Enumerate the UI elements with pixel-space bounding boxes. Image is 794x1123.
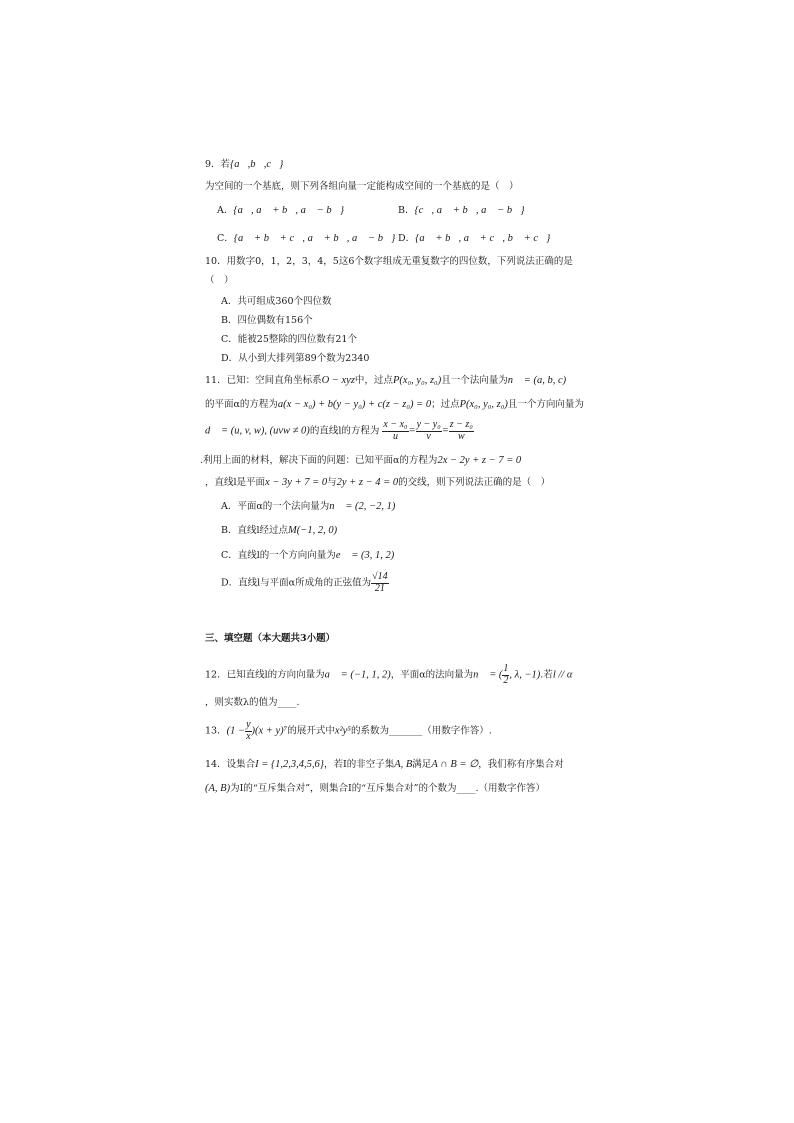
q11-math-6: d⃗ = (u, v, w), (uvw ≠ 0) — [205, 425, 310, 437]
q9-line2: 为空间的一个基底，则下列各组向量一定能构成空间的一个基底的是（ ） — [205, 181, 519, 192]
q9-option-d — [398, 232, 550, 245]
q11-option-c — [221, 549, 394, 562]
q10-option-b: B．四位偶数有156个 — [221, 315, 313, 326]
q11-text-1: 11．已知：空间直角坐标系 — [205, 375, 322, 386]
q11-option-c-math: e⃗ = (3, 1, 2) — [335, 550, 395, 561]
q11-fraction-y-den: v — [426, 430, 431, 442]
q11-equals-2: = — [441, 425, 449, 437]
q11-fraction-x — [382, 420, 408, 442]
q11-math-10: 2y + z − 4 = 0 — [336, 477, 399, 488]
q14-math-4: (A, B) — [205, 783, 231, 794]
q12-text-3: .若 — [540, 669, 553, 681]
q14-line2 — [205, 782, 545, 795]
q12-math-3: l // α — [552, 669, 573, 681]
q13-fraction-num: y — [246, 719, 251, 730]
q11-equals-1: = — [408, 425, 416, 437]
q12-fraction-num: 1 — [503, 663, 509, 674]
q11-line5 — [205, 476, 550, 489]
q11-option-a-math: n⃗ = (2, −2, 1) — [329, 501, 396, 512]
q10-paren: （ ） — [205, 275, 234, 286]
section-3-heading: 三、填空题（本大题共3小题） — [205, 633, 336, 644]
q11-line2 — [205, 398, 584, 411]
q12-answer-blank[interactable]: ____ — [277, 697, 297, 708]
q11-option-b — [221, 524, 337, 537]
q9-option-c — [217, 232, 395, 245]
q9-option-c-label: C． — [217, 233, 234, 244]
q10-option-a: A．共可组成360个四位数 — [221, 296, 332, 307]
q14-math-3: A ∩ B = ∅ — [431, 759, 479, 770]
q14-math-2: A, B — [394, 759, 413, 770]
q9-option-b-label: B． — [398, 205, 415, 216]
q13-math-1a: (1 − — [226, 725, 246, 737]
q9-option-a-label: A． — [217, 205, 234, 216]
q9-option-d-set: {a⃗ + b⃗, a⃗ + c⃗, b⃗ + c⃗} — [415, 233, 551, 244]
q11-option-d-text: D．直线l与平面α所成角的正弦值为 — [221, 577, 372, 589]
q10-stem: 10．用数字0，1，2，3，4，5这6个数字组成无重复数字的四位数，下列说法正确的是 — [205, 256, 573, 267]
q12-math-1: a⃗ = (−1, 1, 2) — [324, 669, 391, 681]
q9-stem — [205, 158, 283, 171]
q11-text-9: ，直线l是平面 — [205, 477, 266, 488]
q9-stem-set: {a⃗,b⃗,c⃗} — [230, 159, 284, 170]
q11-math-5: P(x₀, y₀, z₀) — [459, 399, 508, 410]
q9-option-a — [217, 204, 344, 217]
q11-line3 — [205, 420, 474, 442]
q11-option-d-fraction — [371, 572, 389, 594]
q11-text-7: 的直线l的方程为 — [309, 425, 380, 437]
q13-math-1b: )(x + y)⁷ — [251, 725, 288, 737]
q11-math-1: O − xyz — [321, 375, 355, 386]
q11-fraction-y — [416, 420, 442, 442]
q12-text-4: ，则实数λ的值为 — [205, 697, 278, 708]
q13-line — [205, 720, 492, 742]
q13-text-1: 的展开式中 — [287, 725, 335, 737]
q14-answer-blank[interactable]: ____ — [456, 783, 476, 794]
q11-text-2: 中，过点 — [354, 375, 393, 386]
q9-option-a-set: {a⃗, a⃗ + b⃗, a⃗ − b⃗} — [233, 205, 345, 216]
q11-fraction-x-num: x − x₀ — [383, 419, 408, 430]
q12-text-1: 12．已知直线l的方向向量为 — [205, 669, 325, 681]
q14-text-1: 14．设集合 — [205, 759, 256, 770]
q11-option-d-num: √14 — [372, 571, 388, 582]
q12-math-2b: , λ, −1) — [509, 669, 541, 681]
q10-option-c: C．能被25整除的四位数有21个 — [221, 334, 357, 345]
q12-end: . — [296, 697, 300, 708]
q13-text-3: （用数字作答）. — [422, 725, 492, 737]
q11-text-11: 的交线，则下列说法正确的是（ ） — [398, 477, 551, 488]
q12-fraction-den: 2 — [503, 674, 509, 686]
q11-text-10: 与 — [327, 477, 337, 488]
q14-text-3: 满足 — [412, 759, 432, 770]
q14-text-6: .（用数字作答） — [475, 783, 546, 794]
q13-text-2: 的系数为 — [350, 725, 389, 737]
q11-option-c-text: C．直线l的一个方向向量为 — [221, 550, 336, 561]
q12-line2 — [205, 697, 300, 709]
q11-text-5: ；过点 — [431, 399, 460, 410]
q11-option-d-den: 21 — [374, 582, 385, 594]
q11-math-8: 2x − 2y + z − 7 = 0 — [437, 455, 522, 466]
q11-line4 — [200, 454, 521, 467]
q11-text-8: .利用上面的材料，解决下面的问题：已知平面α的方程为 — [200, 455, 438, 466]
q11-text-6: 且一个方向向量为 — [507, 399, 584, 410]
q14-text-2: ，若I的非空子集 — [323, 759, 395, 770]
q11-option-d — [221, 572, 389, 594]
q11-fraction-z — [449, 420, 474, 442]
q12-line1 — [205, 664, 572, 686]
q9-option-c-set: {a⃗ + b⃗ + c⃗, a⃗ + b⃗, a⃗ − b⃗} — [233, 233, 396, 244]
q11-line1 — [205, 374, 566, 387]
q11-option-b-text: B．直线l经过点 — [221, 525, 289, 536]
q11-text-3: 且一个法向量为 — [441, 375, 508, 386]
q13-number: 13． — [205, 725, 227, 737]
q14-line1 — [205, 758, 564, 771]
q13-answer-blank[interactable]: _______ — [388, 725, 423, 737]
q12-text-2: ，平面α的法向量为 — [390, 669, 474, 681]
q11-math-9: x − 3y + 7 = 0 — [265, 477, 328, 488]
q9-stem-text: 9．若 — [205, 159, 231, 170]
q11-option-a-text: A．平面α的一个法向量为 — [221, 501, 330, 512]
q11-option-b-math: M(−1, 2, 0) — [288, 525, 338, 536]
q11-math-2: P(x₀, y₀, z₀) — [392, 375, 442, 386]
q11-math-3: n⃗ = (a, b, c) — [507, 375, 567, 386]
q13-math-2: x²y⁵ — [334, 725, 351, 737]
q14-text-5: 为I的“互斥集合对”，则集合I的“互斥集合对”的个数为 — [230, 783, 457, 794]
q11-option-a — [221, 500, 395, 513]
q11-math-4: a(x − x₀) + b(y − y₀) + c(z − z₀) = 0 — [277, 399, 432, 410]
q10-option-d: D．从小到大排列第89个数为2340 — [221, 353, 370, 364]
q14-text-4: ，我们称有序集合对 — [478, 759, 564, 770]
q12-math-2a: n⃗ = ( — [473, 669, 503, 681]
q9-option-b-set: {c⃗, a⃗ + b⃗, a⃗ − b⃗} — [414, 205, 525, 216]
q9-option-b — [398, 204, 525, 217]
q9-option-d-label: D． — [398, 233, 416, 244]
q11-fraction-z-den: w — [457, 430, 465, 442]
q11-fraction-y-num: y − y₀ — [416, 419, 441, 430]
q11-text-4: 的平面α的方程为 — [205, 399, 278, 410]
q13-fraction-den: x — [246, 730, 251, 742]
q11-fraction-z-num: z − z₀ — [449, 419, 473, 430]
q11-fraction-x-den: u — [392, 430, 398, 442]
q14-math-1: I = {1,2,3,4,5,6} — [255, 759, 324, 770]
